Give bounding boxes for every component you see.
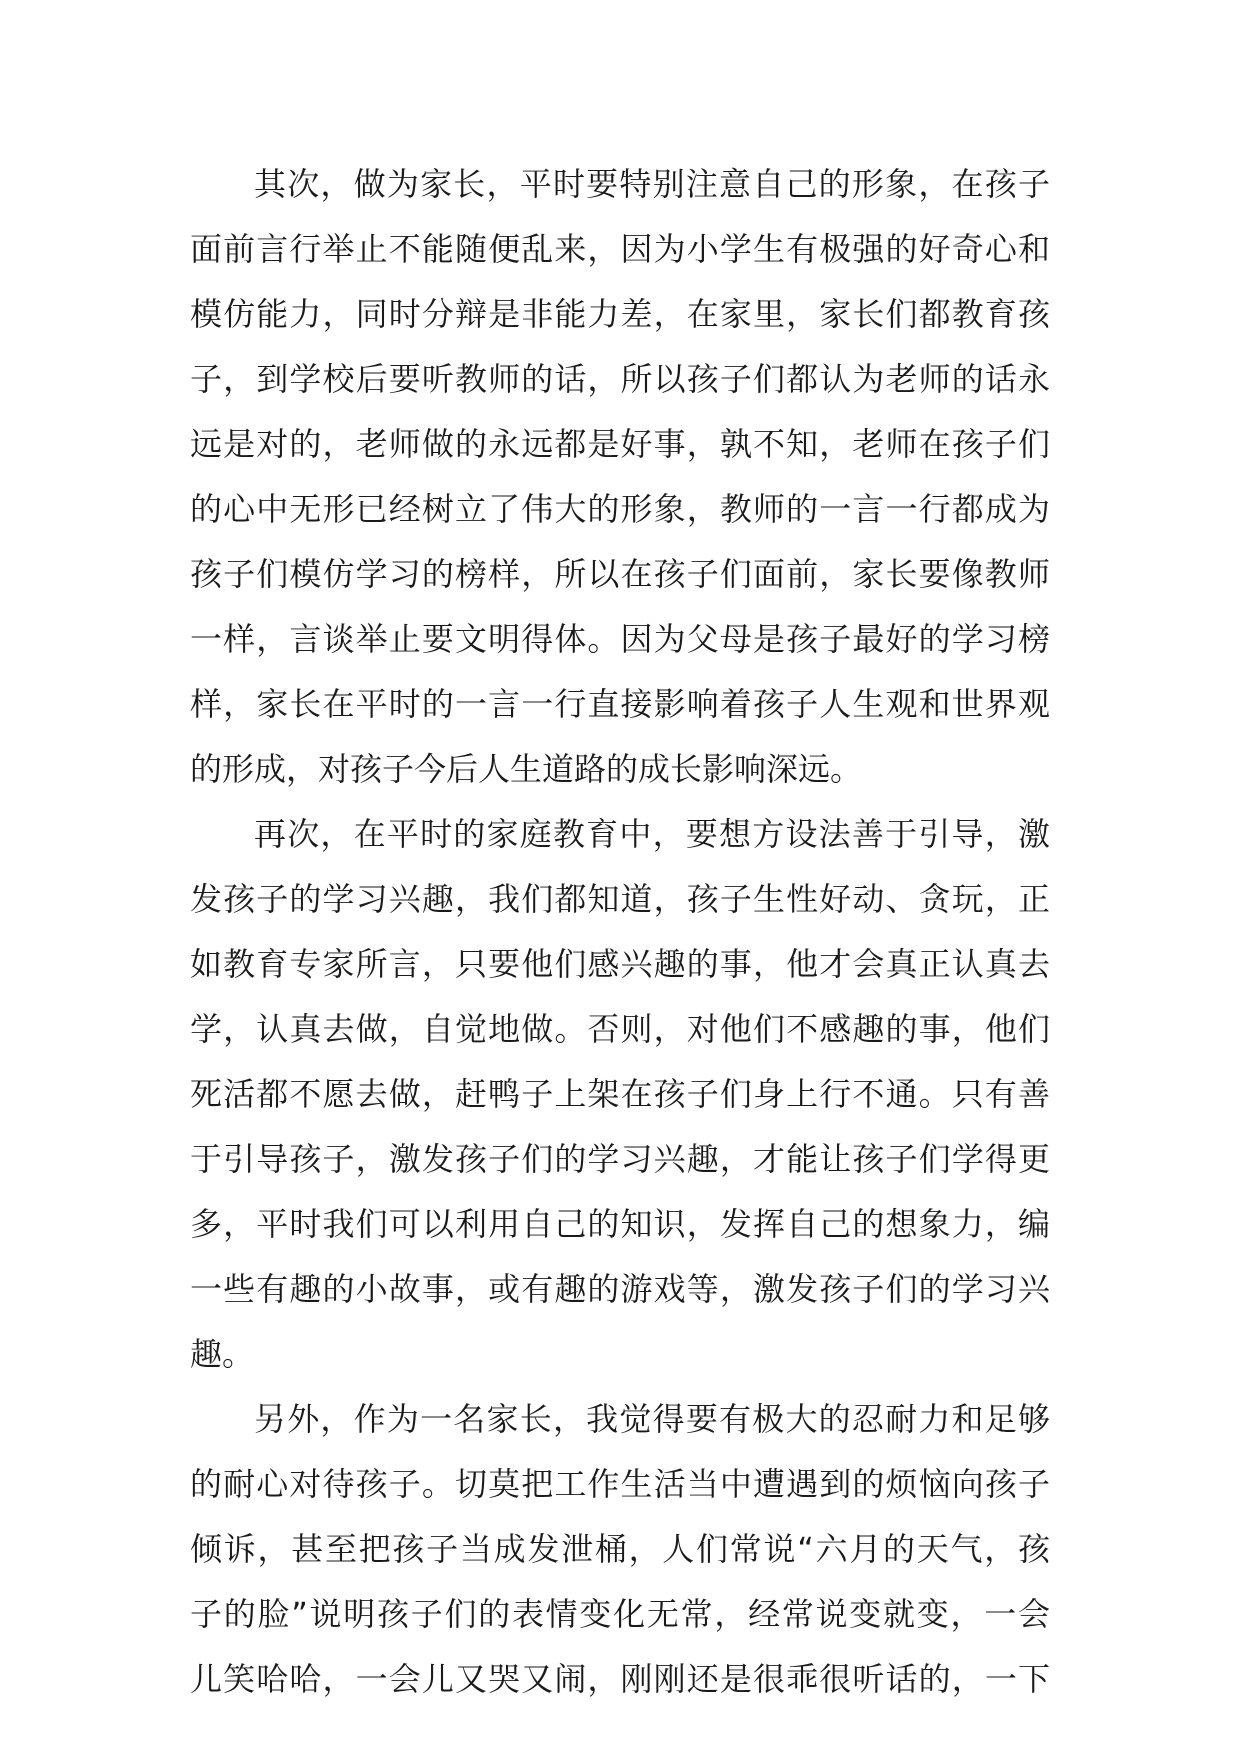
paragraph-1-line-5: 远是对的，老师做的永远都是好事，孰不知，老师在孩子们 bbox=[190, 425, 1050, 463]
paragraph-2-line-7: 多，平时我们可以利用自己的知识，发挥自己的想象力，编 bbox=[190, 1205, 1050, 1243]
paragraph-3-line-2: 的耐心对待孩子。切莫把工作生活当中遭遇到的烦恼向孩子 bbox=[190, 1465, 1050, 1503]
paragraph-3-line-1: 另外，作为一名家长，我觉得要有极大的忍耐力和足够 bbox=[254, 1400, 1050, 1438]
paragraph-2-line-5: 死活都不愿去做，赶鸭子上架在孩子们身上行不通。只有善 bbox=[190, 1075, 1050, 1113]
paragraph-2-line-2: 发孩子的学习兴趣，我们都知道，孩子生性好动、贪玩，正 bbox=[190, 880, 1050, 918]
paragraph-1-line-3: 模仿能力，同时分辩是非能力差，在家里，家长们都教育孩 bbox=[190, 295, 1050, 333]
paragraph-2-line-9: 趣。 bbox=[190, 1335, 255, 1373]
paragraph-2-line-3: 如教育专家所言，只要他们感兴趣的事，他才会真正认真去 bbox=[190, 945, 1050, 983]
paragraph-3-line-3: 倾诉，甚至把孩子当成发泄桶，人们常说“六月的天气，孩 bbox=[190, 1530, 1050, 1568]
paragraph-1-line-6: 的心中无形已经树立了伟大的形象，教师的一言一行都成为 bbox=[190, 490, 1050, 528]
paragraph-1-line-10: 的形成，对孩子今后人生道路的成长影响深远。 bbox=[190, 750, 863, 788]
paragraph-2-line-4: 学，认真去做，自觉地做。否则，对他们不感趣的事，他们 bbox=[190, 1010, 1050, 1048]
paragraph-2-line-8: 一些有趣的小故事，或有趣的游戏等，激发孩子们的学习兴 bbox=[190, 1270, 1050, 1308]
paragraph-1-line-8: 一样，言谈举止要文明得体。因为父母是孩子最好的学习榜 bbox=[190, 620, 1050, 658]
paragraph-1-line-4: 子，到学校后要听教师的话，所以孩子们都认为老师的话永 bbox=[190, 360, 1050, 398]
paragraph-1-line-2: 面前言行举止不能随便乱来，因为小学生有极强的好奇心和 bbox=[190, 230, 1050, 268]
paragraph-2-line-1: 再次，在平时的家庭教育中，要想方设法善于引导，激 bbox=[254, 815, 1050, 853]
paragraph-1-line-1: 其次，做为家长，平时要特别注意自己的形象，在孩子 bbox=[254, 165, 1050, 203]
paragraph-1-line-7: 孩子们模仿学习的榜样，所以在孩子们面前，家长要像教师 bbox=[190, 555, 1050, 593]
paragraph-3-line-4: 子的脸”说明孩子们的表情变化无常，经常说变就变，一会 bbox=[190, 1595, 1050, 1633]
paragraph-3-line-5: 儿笑哈哈，一会儿又哭又闹，刚刚还是很乖很听话的，一下 bbox=[190, 1660, 1050, 1698]
paragraph-2-line-6: 于引导孩子，激发孩子们的学习兴趣，才能让孩子们学得更 bbox=[190, 1140, 1050, 1178]
body-text bbox=[190, 152, 1050, 1712]
paragraph-1-line-9: 样，家长在平时的一言一行直接影响着孩子人生观和世界观 bbox=[190, 685, 1050, 723]
